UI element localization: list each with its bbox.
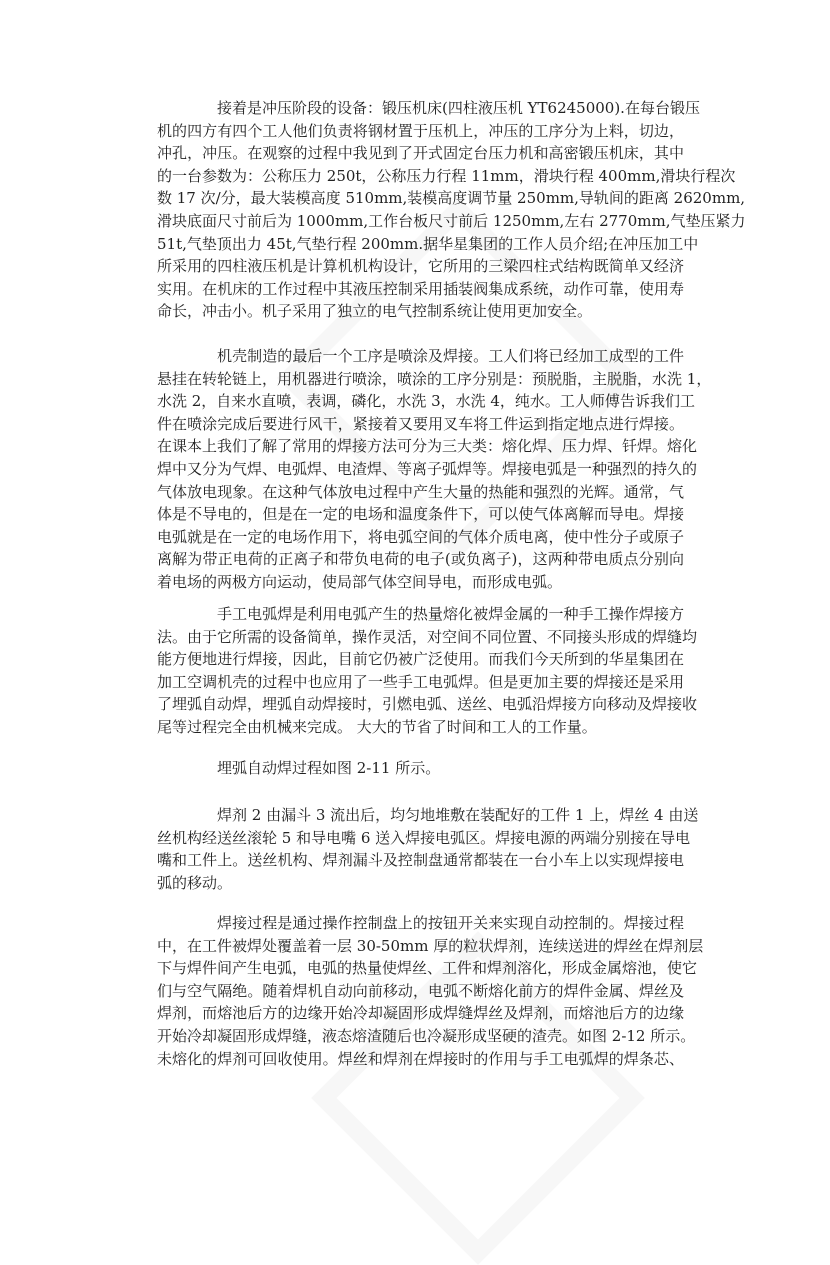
text-line: 中，在工件被焊处覆盖着一层 30-50mm 厚的粒状焊剂，连续送进的焊丝在焊剂层 [157,936,704,955]
text-line: 焊中又分为气焊、电弧焊、电渣焊、等离子弧焊等。焊接电弧是一种强烈的持久的 [157,459,698,478]
text-line: 命长，冲击小。机子采用了独立的电气控制系统让使用更加安全。 [157,302,593,321]
text-line: 51t,气垫顶出力 45t,气垫行程 200mm.据华星集团的工作人员介绍;在冲压加工中 [157,234,699,253]
text-line: 未熔化的焊剂可回收使用。焊丝和焊剂在焊接时的作用与手工电弧焊的焊条芯、 [157,1049,684,1068]
text-line: 电弧就是在一定的电场作用下，将电弧空间的气体介质电离，使中性分子或原子 [157,527,684,546]
text-line: 水洗 2，自来水直喷，表调，磷化，水洗 3，水洗 4，纯水。工人师傅告诉我们工 [157,392,695,411]
text-line: 气体放电现象。在这种气体放电过程中产生大量的热能和强烈的光辉。通常，气 [157,482,684,501]
text-line: 焊接过程是通过操作控制盘上的按钮开关来实现自动控制的。焊接过程 [217,914,684,932]
text-line: 埋弧自动焊过程如图 2-11 所示。 [217,759,441,777]
text-line: 弧的移动。 [157,873,233,892]
text-line: 机的四方有四个工人他们负责将钢材置于压机上，冲压的工序分为上料，切边， [157,121,684,140]
text-line: 焊剂 2 由漏斗 3 流出后，均匀地堆敷在装配好的工件 1 上，焊丝 4 由送 [217,806,699,824]
text-line: 接着是冲压阶段的设备：锻压机床(四柱液压机 YT6245000).在每台锻压 [217,99,700,117]
text-line: 着电场的两极方向运动，使局部气体空间导电，而形成电弧。 [157,572,563,591]
paragraph [157,603,698,739]
text-line: 们与空气隔绝。随着焊机自动向前移动，电弧不断熔化前方的焊件金属、焊丝及 [157,981,684,1000]
text-line: 机壳制造的最后一个工序是喷涂及焊接。工人们将已经加工成型的工件 [217,347,684,365]
text-line: 在课本上我们了解了常用的焊接方法可分为三大类：熔化焊、压力焊、钎焊。熔化 [157,437,698,456]
paragraph [157,345,712,594]
text-line: 手工电弧焊是利用电弧产生的热量熔化被焊金属的一种手工操作焊接方 [217,605,684,623]
paragraph [157,97,746,323]
text-line: 滑块底面尺寸前后为 1000mm,工作台板尺寸前后 1250mm,左右 2770mm,气垫压紧力 [157,211,746,230]
text-line: 件在喷涂完成后要进行风干，紧接着又要用叉车将工件运到指定地点进行焊接。 [157,414,684,433]
text-line: 的一台参数为：公称压力 250t，公称压力行程 11mm，滑块行程 400mm,滑块行程次 [157,166,736,185]
paragraph [157,804,699,894]
text-line: 尾等过程完全由机械来完成。 大大的节省了时间和工人的工作量。 [157,717,597,736]
text-line: 数 17 次/分，最大装模高度 510mm,装模高度调节量 250mm,导轨间的距离 2620mm, [157,189,746,208]
text-line: 能方便地进行焊接，因此，目前它仍被广泛使用。而我们今天所到的华星集团在 [157,650,684,669]
text-line: 所采用的四柱液压机是计算机机构设计，它所用的三梁四柱式结构既简单又经济 [157,257,684,276]
text-line: 加工空调机壳的过程中也应用了一些手工电弧焊。但是更加主要的焊接还是采用 [157,672,684,691]
text-line: 下与焊件间产生电弧，电弧的热量使焊丝、工件和焊剂溶化，形成金属熔池，使它 [157,959,698,978]
text-line: 悬挂在转轮链上，用机器进行喷涂，喷涂的工序分别是：预脱脂，主脱脂，水洗 1， [157,369,712,388]
text-line: 体是不导电的，但是在一定的电场和温度条件下，可以使气体离解而导电。焊接 [157,505,684,524]
text-line: 冲孔，冲压。在观察的过程中我见到了开式固定台压力机和高密锻压机床，其中 [157,144,684,163]
text-line: 焊剂，而熔池后方的边缘开始冷却凝固形成焊缝焊丝及焊剂，而熔池后方的边缘 [157,1004,684,1023]
paragraph [157,912,704,1070]
text-line: 法。由于它所需的设备简单，操作灵活，对空间不同位置、不同接头形成的焊缝均 [157,627,698,646]
text-line: 嘴和工件上。送丝机构、焊剂漏斗及控制盘通常都装在一台小车上以实现焊接电 [157,851,684,870]
text-line: 开始冷却凝固形成焊缝，液态熔渣随后也冷凝形成坚硬的渣壳。如图 2-12 所示。 [157,1026,696,1045]
text-line: 实用。在机床的工作过程中其液压控制采用插装阀集成系统，动作可靠，使用寿 [157,279,684,298]
text-line: 丝机构经送丝滚轮 5 和导电嘴 6 送入焊接电弧区。焊接电源的两端分别接在导电 [157,828,691,847]
text-line: 离解为带正电荷的正离子和带负电荷的电子(或负离子)，这两种带电质点分别向 [157,550,684,569]
text-line: 了埋弧自动焊，埋弧自动焊接时，引燃电弧、送丝、电弧沿焊接方向移动及焊接收 [157,695,698,714]
paragraph [157,757,684,780]
